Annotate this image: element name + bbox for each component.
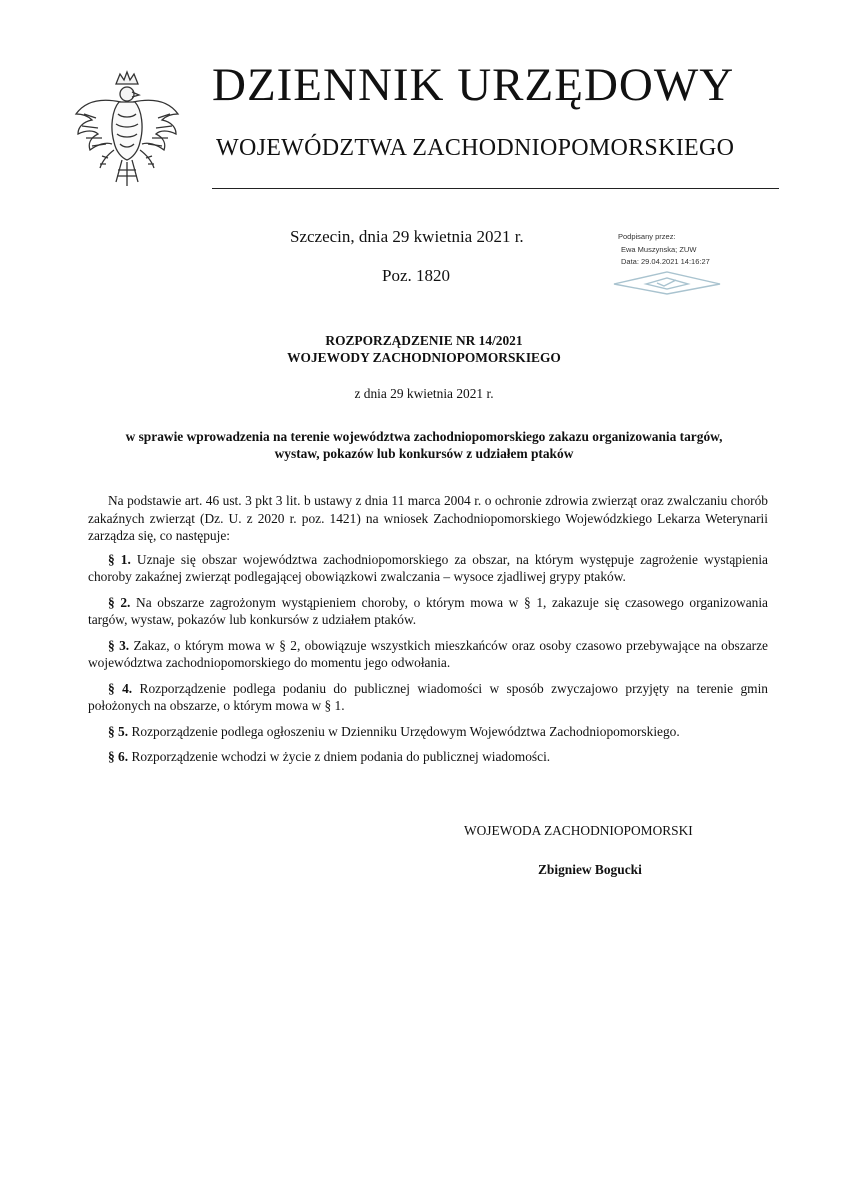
section-label: § 6.	[108, 749, 129, 764]
masthead-divider	[212, 188, 779, 189]
section-label: § 2.	[108, 594, 131, 610]
section-6	[88, 748, 768, 766]
place-and-date: Szczecin, dnia 29 kwietnia 2021 r.	[290, 227, 524, 246]
section-3	[88, 637, 768, 672]
section-4	[88, 680, 768, 715]
section-text: Rozporządzenie podlega podaniu do publicznej wiadomości w sposób zwyczajowo przyjęty na terenie gmin położonych na obszarze, o którym mowa w § 1.	[88, 680, 768, 713]
regulation-title-line-1: ROZPORZĄDZENIE NR 14/2021	[325, 333, 523, 348]
electronic-signature	[618, 231, 710, 269]
regulation-title	[0, 332, 848, 366]
regulation-date: z dnia 29 kwietnia 2021 r.	[354, 386, 494, 401]
signatory-name: Zbigniew Bogucki	[538, 862, 642, 877]
signatory-title: WOJEWODA ZACHODNIOPOMORSKI	[464, 823, 693, 838]
section-text: Zakaz, o którym mowa w § 2, obowiązuje wszystkich mieszkańców oraz osoby czasowo przebywające na obszarze województwa zachodniopomorskiego do momentu jego odwołania.	[88, 637, 768, 670]
section-label: § 4.	[108, 680, 133, 696]
regulation-body	[88, 492, 768, 774]
section-2	[88, 594, 768, 629]
section-1	[88, 551, 768, 586]
section-5	[88, 723, 768, 741]
regulation-title-line-2: WOJEWODY ZACHODNIOPOMORSKIEGO	[287, 350, 561, 365]
regulation-subject	[0, 428, 848, 462]
position-number: Poz. 1820	[382, 266, 450, 285]
coat-of-arms-eagle-icon	[72, 70, 182, 188]
section-text: Uznaje się obszar województwa zachodniopomorskiego za obszar, na którym występuje zagrożenie wystąpienia choroby zakaźnej zwierząt podlegającej obowiązkowi zwalczania – wysoce zjadliwej grypy ptaków.	[88, 551, 768, 584]
regulation-subject-line-1: w sprawie wprowadzenia na terenie województwa zachodniopomorskiego zakazu organizowania targów,	[125, 429, 723, 444]
signature-check-icon	[612, 270, 722, 296]
signature-label: Podpisany przez:	[618, 232, 676, 241]
journal-subtitle: WOJEWÓDZTWA ZACHODNIOPOMORSKIEGO	[216, 135, 735, 161]
section-label: § 5.	[108, 723, 129, 739]
section-label: § 3.	[108, 637, 130, 653]
section-text: Na obszarze zagrożonym wystąpieniem choroby, o którym mowa w § 1, zakazuje się czasowego organizowania targów, wystaw, pokazów lub konkursów z udziałem ptaków.	[88, 594, 768, 627]
section-text: Rozporządzenie podlega ogłoszeniu w Dzienniku Urzędowym Województwa Zachodniopomorskiego.	[131, 723, 680, 739]
signature-signer: Ewa Muszynska; ZUW	[621, 244, 697, 254]
signature-date: Data: 29.04.2021 14:16:27	[621, 257, 710, 266]
regulation-subject-line-2: wystaw, pokazów lub konkursów z udziałem ptaków	[274, 446, 574, 461]
journal-title: DZIENNIK URZĘDOWY	[212, 59, 735, 111]
preamble: Na podstawie art. 46 ust. 3 pkt 3 lit. b ustawy z dnia 11 marca 2004 r. o ochronie zdrowia zwierząt oraz zwalczaniu chorób zakaźnych zwierząt (Dz. U. z 2020 r. poz. 1421) na wniosek Zachodniopomorskiego Wojewódzkiego Lekarza Weterynarii zarządza się, co następuje:	[88, 493, 768, 543]
section-text: Rozporządzenie wchodzi w życie z dniem podania do publicznej wiadomości.	[131, 749, 551, 764]
section-label: § 1.	[108, 551, 131, 567]
